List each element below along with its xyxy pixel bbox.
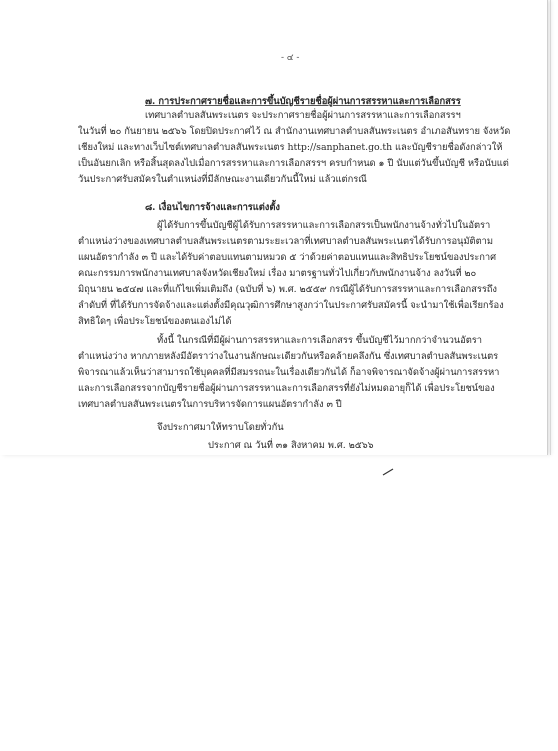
section-7-heading: ๗. การประกาศรายชื่อและการขึ้นบัญชีรายชื่อผู้ผ่านการสรรหาและการเลือกสรร xyxy=(145,96,461,107)
section-8-para1-line-6: ลำดับที่ ที่ได้รับการจัดจ้างและแต่งตั้งมีคุณวุฒิการศึกษาสูงกว่าในประกาศรับสมัครนี้ จะนำมาใช้เพื่อเรียกร้อง xyxy=(78,300,504,311)
section-8-para1-line-1: ผู้ได้รับการขึ้นบัญชีผู้ได้รับการสรรหาและการเลือกสรรเป็นพนักงานจ้างทั่วไปในอัตรา xyxy=(157,220,491,231)
section-7-line-5: วันประกาศรับสมัครในตำแหน่งที่มีลักษณะงานเดียวกันนี้ใหม่ แล้วแต่กรณี xyxy=(78,174,367,185)
section-8-para2-line-4: และการเลือกสรรจากบัญชีรายชื่อผู้ผ่านการสรรหาและการเลือกสรรที่ยังไม่หมดอายุก็ได้ เพื่อประโยชน์ของ xyxy=(78,383,495,394)
section-7-line-3: เชียงใหม่ และทางเว็บไซต์เทศบาลตำบลสันพระเนตร http://sanphanet.go.th และบัญชีรายชื่อดังกล่าวให้ xyxy=(78,142,503,153)
page-edge xyxy=(550,0,551,455)
section-7-line-1: เทศบาลตำบลสันพระเนตร จะประกาศรายชื่อผู้ผ่านการสรรหาและการเลือกสรรฯ xyxy=(145,110,461,121)
section-8-para1-line-2: ตำแหน่งว่างของเทศบาลตำบลสันพระเนตรตามระยะเวลาที่เทศบาลตำบลสันพระเนตรได้รับการอนุมัติตาม xyxy=(78,236,493,247)
section-8-para1-line-4: คณะกรรมการพนักงานเทศบาลจังหวัดเชียงใหม่ เรื่อง มาตรฐานทั่วไปเกี่ยวกับพนักงานจ้าง ลงวันที่ ๒๐ xyxy=(78,268,477,279)
section-8-para1-line-7: สิทธิใดๆ เพื่อประโยชน์ของตนเองไม่ได้ xyxy=(78,316,232,327)
section-8-para1-line-3: แผนอัตรากำลัง ๓ ปี และได้รับค่าตอบแทนตามหมวด ๕ ว่าด้วยค่าตอบแทนและสิทธิประโยชน์ของประกาศ xyxy=(78,252,497,263)
section-8-para2-line-2: ตำแหน่งว่าง หากภายหลังมีอัตราว่างในงานลักษณะเดียวกันหรือคล้ายคลึงกัน ซึ่งเทศบาลตำบลสันพระเนตร xyxy=(78,351,499,362)
section-8-para2-line-1: ทั้งนี้ ในกรณีที่มีผู้ผ่านการสรรหาและการเลือกสรร ขึ้นบัญชีไว้มากกว่าจำนวนอัตรา xyxy=(157,335,482,346)
section-8-heading: ๘. เงื่อนไขการจ้างและการแต่งตั้ง xyxy=(145,202,280,213)
closing-statement: จึงประกาศมาให้ทราบโดยทั่วกัน xyxy=(157,422,284,433)
section-7-line-2: ในวันที่ ๒๐ กันยายน ๒๕๖๖ โดยปิดประกาศไว้ ณ สำนักงานเทศบาลตำบลสันพระเนตร อำเภอสันทราย จังหวัด xyxy=(78,126,511,137)
announcement-date: ประกาศ ณ วันที่ ๓๑ สิงหาคม พ.ศ. ๒๕๖๖ xyxy=(208,440,374,451)
section-8-para2-line-5: เทศบาลตำบลสันพระเนตรในการบริหารจัดการแผนอัตรากำลัง ๓ ปี xyxy=(78,399,342,410)
signature-mark xyxy=(382,468,394,476)
section-8-para2-line-3: พิจารณาแล้วเห็นว่าสามารถใช้บุคคลที่มีสมรรถนะในเรื่องเดียวกันได้ ก็อาจพิจารณาจัดจ้างผู้ผ่านการสรรหา xyxy=(78,367,500,378)
section-7-line-4: เป็นอันยกเลิก หรือสิ้นสุดลงไปเมื่อการสรรหาและการเลือกสรรฯ ครบกำหนด ๑ ปี นับแต่วันขึ้นบัญชี หรือนับแต่ xyxy=(78,158,509,169)
section-8-para1-line-5: มิถุนายน ๒๕๔๗ และที่แก้ไขเพิ่มเติมถึง (ฉบับที่ ๖) พ.ศ. ๒๕๕๙ กรณีผู้ได้รับการสรรหาและการเลือกสรรถึง xyxy=(78,284,497,295)
page-number: - ๔ - xyxy=(281,53,300,63)
